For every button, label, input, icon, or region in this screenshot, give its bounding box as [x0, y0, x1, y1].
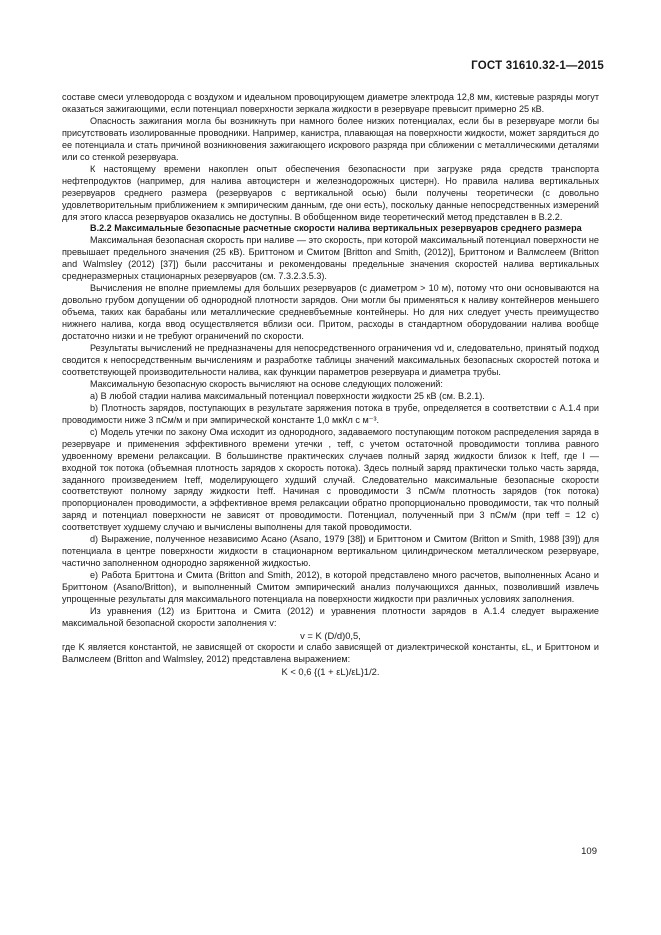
paragraph: Результаты вычислений не предназначены для непосредственного ограничения vd и, следовательно, принятый подход сводится к непосредственным вычислениям и разработке таблицы значений максимальных безопасных скоростей потока и соответствующей производительности налива, как функции параметров резервуара и диаметра трубы. — [62, 343, 599, 377]
list-item: b) Плотность зарядов, поступающих в результате заряжения потока в трубе, определяется в соответствии с А.1.4 при проводимости ниже 3 пСм/м и при эмпирической константе 1,0 мкКл с м⁻³. — [62, 402, 599, 425]
page-body — [62, 92, 599, 678]
formula-velocity: v = K (D/d)0,5, — [300, 629, 361, 641]
formula-constant: K < 0,6 {(1 + εL)/εL}1/2. — [281, 665, 380, 677]
section-heading: B.2.2 Максимальные безопасные расчетные скорости налива вертикальных резервуаров среднего размера — [90, 223, 582, 234]
paragraph: Опасность зажигания могла бы возникнуть при намного более низких потенциалах, если бы в резервуаре могли бы присутствовать изолированные проводники. Например, канистра, плавающая на поверхности жидкости, может зарядиться до ее потенциала и стать причиной возникновения зажигающего искрового разряда при сближении с металлическими деталями или со стенкой резервуара. — [62, 115, 599, 162]
paragraph: Максимальная безопасная скорость при наливе — это скорость, при которой максимальный потенциал поверхности не превышает предельного значения (25 кВ). Бриттоном и Смитом [Britton and Smith, (2012)], Бриттоном и Валмслеем (Britton and Walmsley (2012) [37]) были рассчитаны и рекомендованы предельные значения скоростей налива вертикальных среднеразмерных стационарных резервуаров (см. 7.3.2.3.5.3). — [62, 235, 599, 282]
list-item: а) В любой стадии налива максимальный потенциал поверхности жидкости 25 кВ (см. В.2.1). — [90, 390, 485, 401]
paragraph: где K является константой, не зависящей от скорости и слабо зависящей от диэлектрической константы, εL, и Бриттоном и Валмслеем (Britton and Walmsley, 2012) представлена выражением: — [62, 641, 599, 664]
paragraph: К настоящему времени накоплен опыт обеспечения безопасности при загрузке ряда средств транспорта нефтепродуктов (например, для налива автоцистерн и железнодорожных цистерн). Но правила налива вертикальных резервуаров среднего размера (резервуаров с вертикальной осью) были получены теоретически (с довольно удовлетворительным приближением к эмпирическим данным, где они есть), поскольку данные непосредственных измерений для этого класса резервуаров оказались не доступны. В обобщенном виде теоретический метод представлен в В.2.2. — [62, 163, 599, 222]
list-item: c) Модель утечки по закону Ома исходит из однородного, задаваемого поступающим потоком распределения заряда в резервуаре и применения эффективного времени утечки , τeff, с учетом остаточной проводимости топлива равного удвоенному времени релаксации. В большинстве практических случаев полный заряд жидкости близок к Iτeff, где I — входной ток потока (объемная плотность зарядов х скорость потока). Здесь полный заряд практически только часть заряда, заданного произведением Iτeff, моделирующего худший случай. Следовательно максимальные безопасные скорости соответствуют полному заряду жидкости Iτeff. Начиная с проводимости 3 пСм/м плотность зарядов (ток потока) пропорционален проводимости, а эффективное время релаксации обратно пропорционально проводимости, так что полный заряд и потенциал поверхности не зависят от проводимости. Потенциал, полученный при 3 пСм/м (при τeff = 12 с) соответствует худшему случаю и вычислены выполнены для такой проводимости. — [62, 426, 599, 533]
document-code: ГОСТ 31610.32-1—2015 — [471, 60, 604, 72]
paragraph: Максимальную безопасную скорость вычисляют на основе следующих положений: — [90, 378, 443, 389]
paragraph: Вычисления не вполне приемлемы для больших резервуаров (с диаметром > 10 м), потому что они основываются на довольно грубом допущении об однородной плотности зарядов. Они могли бы применяться к наливу контейнеров меньшего объема, таких как барабаны или металлические средневбъемные контейнеры. Но для них следует учесть преимущество нижнего налива, когда ввод осуществляется вблизи оси. Притом, расходы в стандартном оборудовании налива вообще достаточно низки и не требуют ограничений по скорости. — [62, 283, 599, 342]
page-number: 109 — [581, 846, 597, 857]
list-item: d) Выражение, полученное независимо Асано (Asano, 1979 [38]) и Бриттоном и Смитом (Britton и Smith, 1988 [39]) для потенциала в центре поверхности жидкости в стационарном вертикальном цилиндрическом металлическом резервуаре, частично заполненном однородно заряженной жидкостью. — [62, 534, 599, 569]
list-item: е) Работа Бриттона и Смита (Britton and Smith, 2012), в которой представлено много расчетов, выполненных Асано и Бриттоном (Asano/Britton), и выполненный Смитом эмпирический анализ получающихся данных, позволивший извлечь упрощенные результаты для максимального потенциала на поверхности жидкости при различных условиях заполнения. — [62, 570, 599, 605]
paragraph: составе смеси углеводорода с воздухом и идеальном провоцирующем диаметре электрода 12,8 мм, кистевые разряды могут оказаться зажигающими, если потенциал поверхности зеркала жидкости в резервуаре превысит примерно 25 кВ. — [62, 92, 599, 114]
paragraph: Из уравнения (12) из Бриттона и Смита (2012) и уравнения плотности зарядов в А.1.4 следует выражение максимальной безопасной скорости заполнения v: — [62, 605, 599, 628]
